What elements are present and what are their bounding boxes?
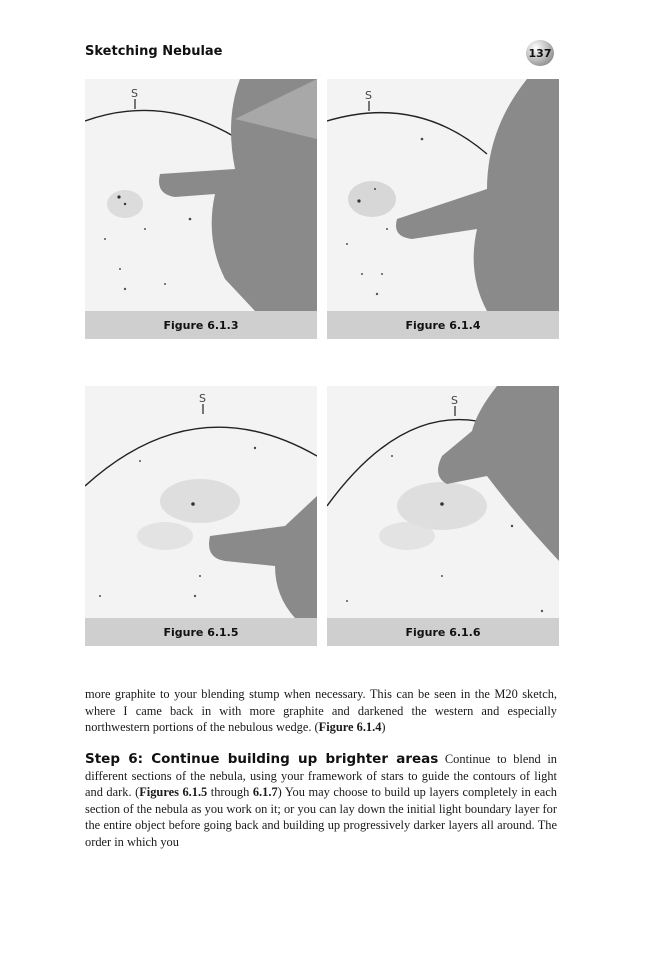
figure-reference: 6.1.7 (252, 785, 278, 799)
north-marker: S (199, 392, 206, 405)
paragraph-text: Continue to blend in different sections of the nebula, using your framework of stars to guide the contours of light and dark. ( (85, 752, 558, 799)
body-paragraph (85, 686, 557, 736)
figure-6-1-6 (327, 386, 559, 646)
figure-reference: Figure 6.1.4 (318, 720, 382, 734)
figure-caption: Figure 6.1.4 (327, 311, 559, 339)
paragraph-text: more graphite to your blending stump when necessary. This can be seen in the M20 sketch, where I came back in with more graphite and darkened the western and especially northwestern portions of the nebulous wedge. ( (85, 687, 557, 734)
body-paragraph (85, 751, 557, 850)
north-marker: S (365, 89, 372, 102)
sketch-photo (327, 386, 559, 618)
paragraph-text: through (207, 785, 253, 799)
figure-6-1-4 (327, 79, 559, 339)
figure-6-1-5 (85, 386, 317, 646)
running-header: Sketching Nebulae (85, 44, 223, 59)
north-marker: S (451, 394, 458, 407)
sketch-photo (85, 386, 317, 618)
page-number-badge (526, 40, 554, 66)
sketch-photo (85, 79, 317, 311)
paragraph-text: ) (381, 720, 386, 734)
paragraph-text: ) You may choose to build up layers completely in each section of the nebula as you work on it; or you can lay down the initial light boundary layer for the entire object before going back and building up progressively darker layers all around. The order in which you (85, 785, 557, 849)
figure-caption: Figure 6.1.6 (327, 618, 559, 646)
page-number: 137 (528, 46, 552, 60)
north-marker: S (131, 87, 138, 100)
figure-caption: Figure 6.1.5 (85, 618, 317, 646)
sketch-photo (327, 79, 559, 311)
figure-reference: Figures 6.1.5 (139, 785, 208, 799)
figure-6-1-3 (85, 79, 317, 339)
step-heading: Step 6: Continue building up brighter areas (85, 751, 439, 767)
figure-caption: Figure 6.1.3 (85, 311, 317, 339)
